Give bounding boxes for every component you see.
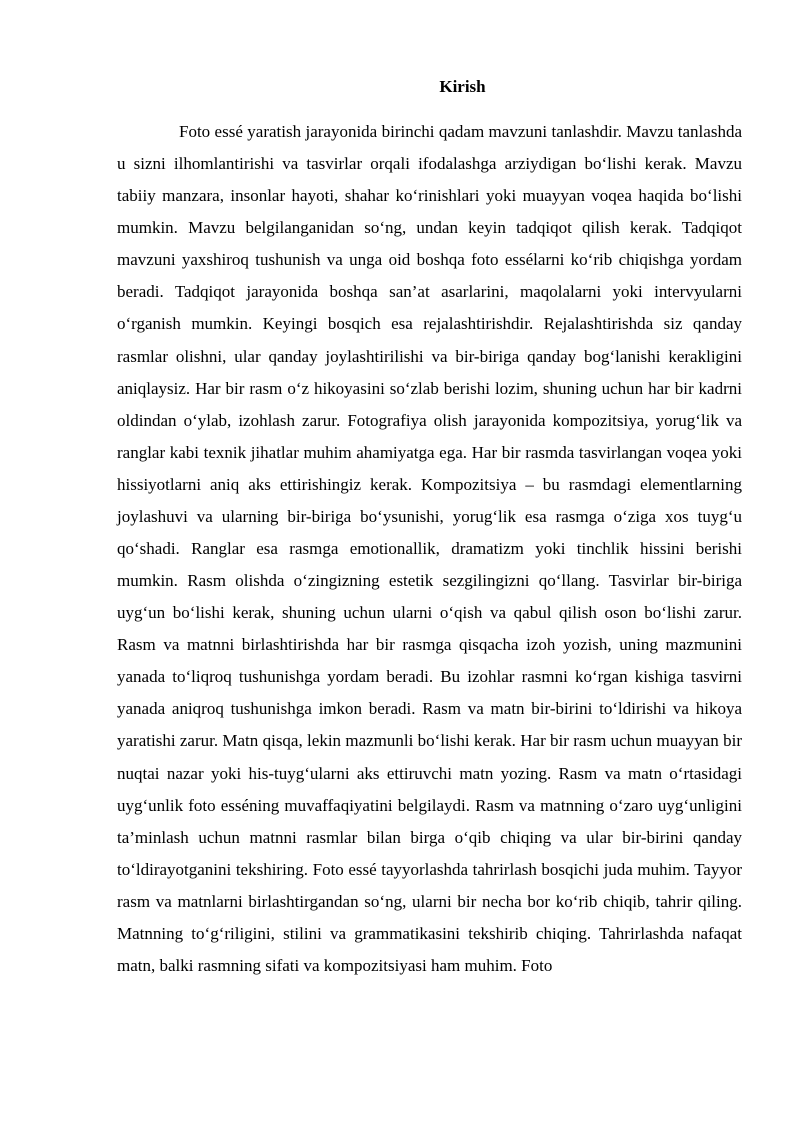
page-title: Kirish [439, 77, 486, 96]
body-paragraph: Foto essé yaratish jarayonida birinchi qadam mavzuni tanlashdir. Mavzu tanlashda u sizni ilhomlantirishi va tasvirlar orqali ifodalashga arziydigan bo‘lishi kerak. Mavzu tabiiy manzara, insonlar hayoti, shahar ko‘rinishlari yoki muayyan voqea haqida bo‘lishi mumkin. Mavzu belgilanganidan so‘ng, undan keyin tadqiqot qilish kerak. Tadqiqot mavzuni yaxshiroq tushunish va unga oid boshqa foto essélarni ko‘rib chiqishga yordam beradi. Tadqiqot jarayonida boshqa san’at asarlarini, maqolalarni yoki intervyularni o‘rganish mumkin. Keyingi bosqich esa rejalashtirishdir. Rejalashtirishda siz qanday rasmlar olishni, ular qanday joylashtirilishi va bir-biriga qanday bog‘lanishi kerakligini aniqlaysiz. Har bir rasm o‘z hikoyasini so‘zlab berishi lozim, shuning uchun har bir kadrni oldindan o‘ylab, izohlash zarur. Fotografiya olish jarayonida kompozitsiya, yorug‘lik va ranglar kabi texnik jihatlar muhim ahamiyatga ega. Har bir rasmda tasvirlangan voqea yoki hissiyotlarni aniq aks ettirishingiz kerak. Kompozitsiya – bu rasmdagi elementlarning joylashuvi va ularning bir-biriga bo‘ysunishi, yorug‘lik esa rasmga o‘ziga xos tuyg‘u qo‘shadi. Ranglar esa rasmga emotionallik, dramatizm yoki tinchlik hissini berishi mumkin. Rasm olishda o‘zingizning estetik sezgilingizni qo‘llang. Tasvirlar bir-biriga uyg‘un bo‘lishi kerak, shuning uchun ularni o‘qish va qabul qilish oson bo‘lishi zarur. Rasm va matnni birlashtirishda har bir rasmga qisqacha izoh yozish, uning mazmunini yanada to‘liqroq tushunishga yordam beradi. Bu izohlar rasmni ko‘rgan kishiga tasvirni yanada aniqroq tushunishga imkon beradi. Rasm va matn bir-birini to‘ldirishi va hikoya yaratishi zarur. Matn qisqa, lekin mazmunli bo‘lishi kerak. Har bir rasm uchun muayyan bir nuqtai nazar yoki his-tuyg‘ularni aks ettiruvchi matn yozing. Rasm va matn o‘rtasidagi uyg‘unlik foto esséning muvaffaqiyatini belgilaydi. Rasm va matnning o‘zaro uyg‘unligini ta’minlash uchun matnni rasmlar bilan birga o‘qib chiqing va ular bir-birini qanday to‘ldirayotganini tekshiring. Foto essé tayyorlashda tahrirlash bosqichi juda muhim. Tayyor rasm va matnlarni birlashtirgandan so‘ng, ularni bir necha bor ko‘rib chiqib, tahrir qiling. Matnning to‘g‘riligini, stilini va grammatikasini tekshirib chiqing. Tahrirlashda nafaqat matn, balki rasmning sifati va kompozitsiyasi ham muhim. Foto [117, 122, 742, 976]
